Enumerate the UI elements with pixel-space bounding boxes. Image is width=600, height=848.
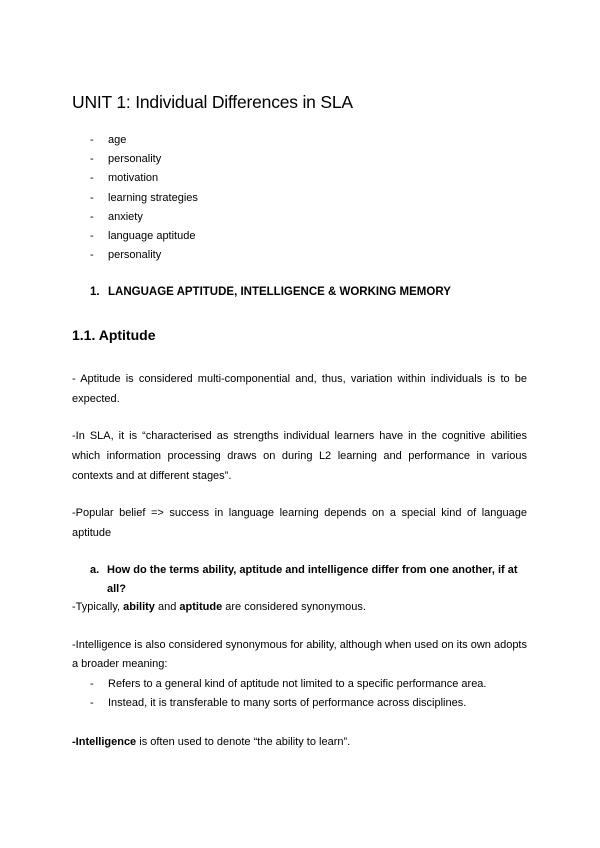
- bullet-dash: -: [90, 210, 94, 223]
- paragraph-intelligence: -Intelligence is also considered synonymous for ability, although when used on its own adopts a broader meaning:: [72, 639, 527, 670]
- paragraph-aptitude-multicomponential: - Aptitude is considered multi-componential and, thus, variation within individuals is to be expected.: [72, 373, 527, 405]
- term-aptitude: aptitude: [179, 601, 223, 613]
- intelligence-sub-list: [90, 675, 530, 713]
- synonym-middle: and: [154, 601, 180, 613]
- paragraph-popular-belief: -Popular belief => success in language learning depends on a special kind of language aptitude: [72, 507, 527, 539]
- synonym-prefix: -Typically,: [72, 601, 124, 613]
- bullet-dash: -: [90, 697, 94, 709]
- section-label: LANGUAGE APTITUDE, INTELLIGENCE & WORKING MEMORY: [108, 286, 451, 298]
- list-item-text: motivation: [108, 172, 159, 185]
- section-number: 1.: [90, 286, 100, 298]
- ability-to-learn-text: is often used to denote “the ability to learn”.: [136, 736, 351, 748]
- list-item: [90, 189, 198, 208]
- bullet-dash: -: [90, 172, 94, 185]
- topic-list: [90, 131, 198, 265]
- subsection-heading: 1.1. Aptitude: [72, 327, 156, 343]
- list-item-text: Refers to a general kind of aptitude not limited to a specific performance area.: [108, 678, 487, 690]
- list-item: [90, 150, 198, 169]
- question-text: How do the terms ability, aptitude and intelligence differ from one another, if at all?: [107, 564, 518, 595]
- paragraph-synonymous: [72, 598, 527, 617]
- bullet-dash: -: [90, 191, 94, 204]
- page-title: UNIT 1: Individual Differences in SLA: [72, 92, 353, 112]
- list-item: [90, 694, 530, 713]
- list-item-text: anxiety: [108, 210, 143, 223]
- list-item-text: learning strategies: [108, 191, 198, 204]
- bullet-dash: -: [90, 678, 94, 690]
- question-heading: [90, 561, 530, 599]
- term-intelligence: -Intelligence: [72, 736, 137, 748]
- list-item-text: personality: [108, 153, 162, 166]
- list-item: [90, 169, 198, 188]
- list-item: [90, 131, 198, 150]
- section-heading: [90, 286, 451, 298]
- list-item: [90, 246, 198, 265]
- bullet-dash: -: [90, 229, 94, 242]
- list-item-text: language aptitude: [108, 229, 196, 242]
- synonym-suffix: are considered synonymous.: [222, 601, 366, 613]
- paragraph-sla-definition: -In SLA, it is “characterised as strengths individual learners have in the cognitive abilities which information processing draws on during L2 learning and performance in various contexts and at different stages”.: [72, 430, 527, 482]
- question-letter: a.: [90, 564, 100, 576]
- list-item-text: age: [108, 134, 127, 146]
- bullet-dash: -: [90, 249, 94, 262]
- list-item: [90, 208, 198, 227]
- list-item: [90, 227, 198, 246]
- list-item-text: personality: [108, 249, 162, 262]
- paragraph-ability-to-learn: [72, 733, 527, 752]
- list-item: [90, 675, 530, 694]
- term-ability: ability: [123, 601, 155, 613]
- list-item-text: Instead, it is transferable to many sorts of performance across disciplines.: [108, 697, 467, 709]
- bullet-dash: -: [90, 153, 94, 166]
- bullet-dash: -: [90, 134, 94, 146]
